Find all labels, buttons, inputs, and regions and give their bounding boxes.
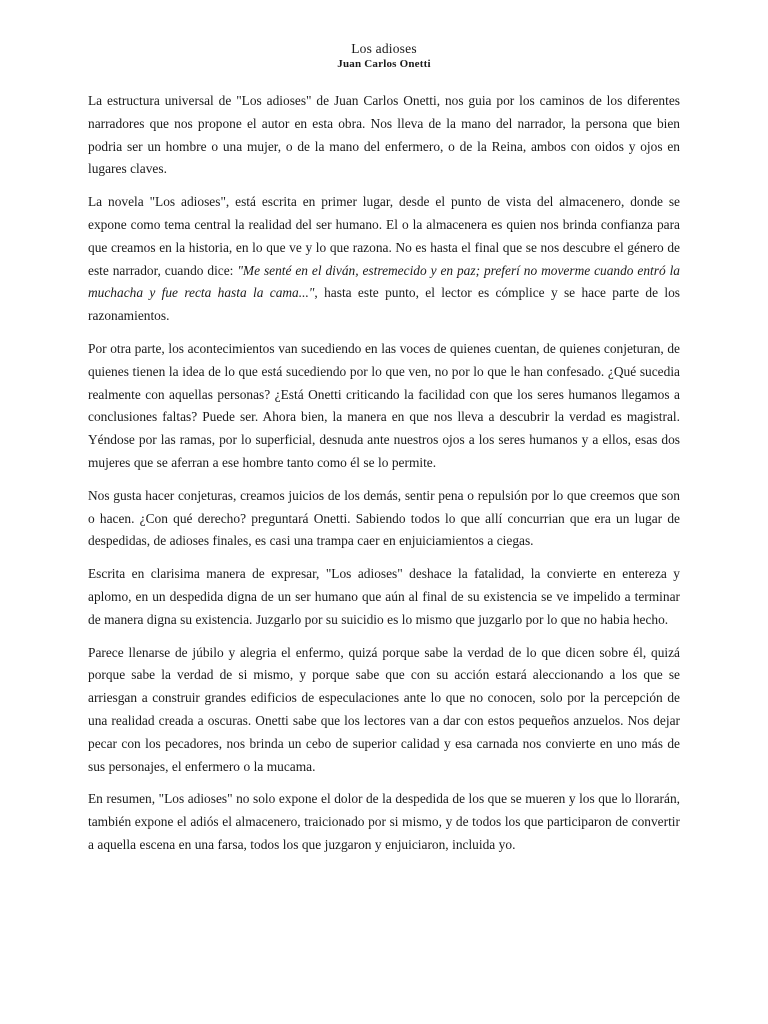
paragraph-2-lead: La novela "Los adioses", está escrita en primer lugar, desde el punto de vista del almacenero, donde se expone como tema central la realidad del ser humano. El o la almacenera es quien nos brinda confianza para que creamos en la historia, en lo que ve y lo que razona. No es hasta el final que se nos descubre el género de este narrador, cuando dice: — [88, 194, 680, 278]
paragraph-5: Escrita en clarisima manera de expresar, "Los adioses" deshace la fatalidad, la convierte en entereza y aplomo, en un despedida digna de un ser humano que aún al final de su existencia se ve impelido a terminar de manera digna su existencia. Juzgarlo por su suicidio es lo mismo que juzgarlo por lo que no habia hecho. — [88, 566, 680, 627]
document-author: Juan Carlos Onetti — [337, 58, 431, 70]
document-title: Los adioses — [351, 41, 417, 56]
title-body-spacer — [88, 72, 680, 90]
paragraph-4: Nos gusta hacer conjeturas, creamos juicios de los demás, sentir pena o repulsión por lo que creemos que son o hacen. ¿Con qué derecho? preguntará Onetti. Sabiendo todos lo que allí concurrian que era un lugar de despedidas, de adioses finales, es casi una trampa caer en enjuiciamientos a ciegas. — [88, 487, 680, 549]
paragraph-2-tail: , hasta este punto, el lector es cómplice y se hace parte de los razonamientos. — [88, 285, 680, 324]
paragraph-1: La estructura universal de "Los adioses" de Juan Carlos Onetti, nos guia por los caminos de los diferentes narradores que nos propone el autor en esta obra. Nos lleva de la mano del narrador, la persona que bien podria ser un hombre o una mujer, o de la mano del enfermero, o de la Reina, ambos con oidos y ojos en lugares claves. — [88, 93, 680, 177]
paragraph-7: En resumen, "Los adioses" no solo expone el dolor de la despedida de los que se mueren y los que lo llorarán, también expone el adiós el almacenero, traicionado por si mismo, y de todos los que participaron de convertir a aquella escena en una farsa, todos los que juzgaron y enjuiciaron, incluida yo. — [88, 791, 680, 852]
paragraph-3: Por otra parte, los acontecimientos van sucediendo en las voces de quienes cuentan, de quienes conjeturan, de quienes tienen la idea de lo que está sucediendo por lo que ven, no por lo que le han confesado. ¿Qué sucedia realmente con aquellas personas? ¿Está Onetti criticando la facilidad con que los seres humanos llegamos a conclusiones faltas? Puede ser. Ahora bien, la manera en que nos lleva a descubrir la verdad es magistral. Yéndose por las ramas, por lo superficial, desnuda ante nuestros ojos a los seres humanos y a ellos, esas dos mujeres que se aferran a ese hombre tanto como él se lo permite. — [88, 340, 680, 470]
document-body — [88, 90, 680, 857]
paragraph-2 — [88, 191, 680, 328]
paragraph-6: Parece llenarse de júbilo y alegria el enfermo, quizá porque sabe la verdad de lo que dicen sobre él, quizá porque sabe la verdad de si mismo, y porque sabe que con su acción estará aleccionando a los que se arriesgan a construir grandes edificios de especulaciones ante lo que no conocen, solo por la percepción de una realidad creada a oscuras. Onetti sabe que los lectores van a dar con estos pequeños anzuelos. Nos dejar pecar con los pecadores, nos brinda un cebo de superior calidad y esa carnada nos convierte en uno más de sus personajes, el enfermero o la mucama. — [88, 644, 680, 774]
onetti-quotation: "Me senté en el diván, estremecido y en paz; preferí no moverme cuando entró la muchacha y fue recta hasta la cama..." — [88, 262, 681, 301]
